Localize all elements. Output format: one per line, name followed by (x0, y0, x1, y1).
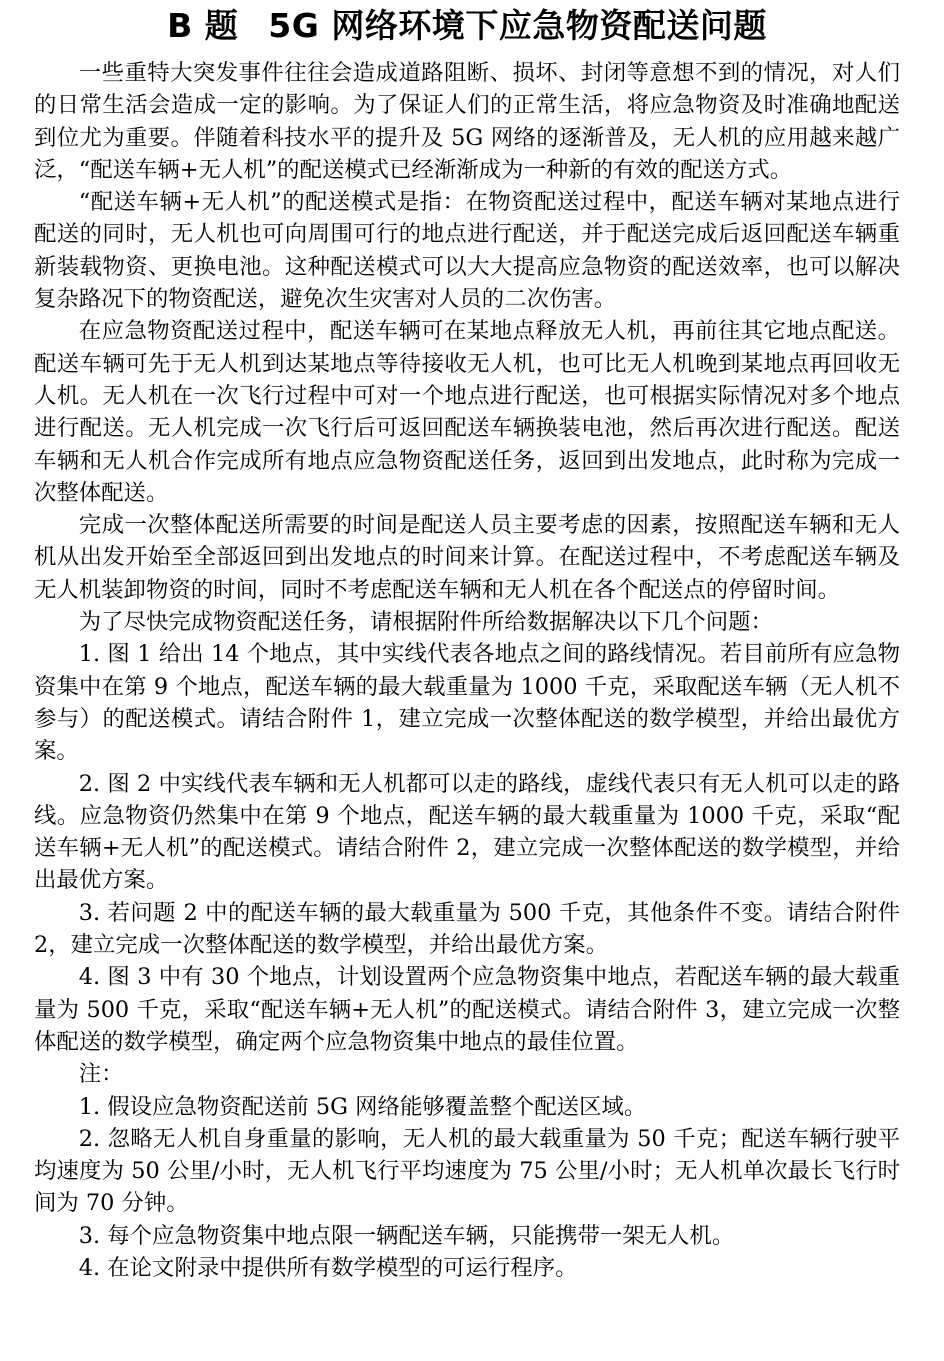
question-2: 2. 图 2 中实线代表车辆和无人机都可以走的路线，虚线代表只有无人机可以走的路线。应急物资仍然集中在第 9 个地点，配送车辆的最大载重量为 1000 千克，采取“配送车辆+无人机”的配送模式。请结合附件 2，建立完成一次整体配送的数学模型，并给出最优方案。 (34, 770, 900, 894)
question-1: 1. 图 1 给出 14 个地点，其中实线代表各地点之间的路线情况。若目前所有应急物资集中在第 9 个地点，配送车辆的最大载重量为 1000 千克，采取配送车辆（无人机不参与）的配送模式。请结合附件 1，建立完成一次整体配送的数学模型，并给出最优方案。 (34, 641, 900, 765)
document-page (34, 0, 900, 1284)
note-3: 3. 每个应急物资集中地点限一辆配送车辆，只能携带一架无人机。 (78, 1222, 735, 1249)
task-intro-paragraph: 为了尽快完成物资配送任务，请根据附件所给数据解决以下几个问题： (78, 609, 773, 636)
page-title (34, 0, 900, 48)
mode-definition-paragraph: “配送车辆+无人机”的配送模式是指：在物资配送过程中，配送车辆对某地点进行配送的同时，无人机也可向周围可行的地点进行配送，并于配送完成后返回配送车辆重新装载物资、更换电池。这种配送模式可以大大提高应急物资的配送效率，也可以解决复杂路况下的物资配送，避免次生灾害对人员的二次伤害。 (34, 189, 900, 313)
delivery-process-paragraph: 在应急物资配送过程中，配送车辆可在某地点释放无人机，再前往其它地点配送。配送车辆可先于无人机到达某地点等待接收无人机，也可比无人机晚到某地点再回收无人机。无人机在一次飞行过程中可对一个地点进行配送，也可根据实际情况对多个地点进行配送。无人机完成一次飞行后可返回配送车辆换装电池，然后再次进行配送。配送车辆和无人机合作完成所有地点应急物资配送任务，返回到出发地点，此时称为完成一次整体配送。 (34, 318, 900, 506)
note-1: 1. 假设应急物资配送前 5G 网络能够覆盖整个配送区域。 (78, 1093, 647, 1120)
problem-body (34, 57, 900, 1284)
problem-title: 5G 网络环境下应急物资配送问题 (268, 6, 767, 45)
time-calculation-paragraph: 完成一次整体配送所需要的时间是配送人员主要考虑的因素，按照配送车辆和无人机从出发开始至全部返回到出发地点的时间来计算。在配送过程中，不考虑配送车辆及无人机装卸物资的时间，同时不考虑配送车辆和无人机在各个配送点的停留时间。 (34, 512, 900, 603)
note-4: 4. 在论文附录中提供所有数学模型的可运行程序。 (78, 1254, 578, 1281)
question-4: 4. 图 3 中有 30 个地点，计划设置两个应急物资集中地点，若配送车辆的最大载重量为 500 千克，采取“配送车辆+无人机”的配送模式。请结合附件 3，建立完成一次整体配送的数学模型，确定两个应急物资集中地点的最佳位置。 (34, 964, 900, 1055)
intro-paragraph: 一些重特大突发事件往往会造成道路阻断、损坏、封闭等意想不到的情况，对人们的日常生活会造成一定的影响。为了保证人们的正常生活，将应急物资及时准确地配送到位尤为重要。伴随着科技水平的提升及 5G 网络的逐渐普及，无人机的应用越来越广泛，“配送车辆+无人机”的配送模式已经渐渐成为一种新的有效的配送方式。 (34, 60, 900, 183)
notes-heading: 注： (78, 1061, 124, 1088)
problem-label: B 题 (167, 6, 239, 45)
note-2: 2. 忽略无人机自身重量的影响，无人机的最大载重量为 50 千克；配送车辆行驶平均速度为 50 公里/小时，无人机飞行平均速度为 75 公里/小时；无人机单次最长飞行时间为 70 分钟。 (34, 1125, 900, 1217)
question-3: 3. 若问题 2 中的配送车辆的最大载重量为 500 千克，其他条件不变。请结合附件 2，建立完成一次整体配送的数学模型，并给出最优方案。 (34, 899, 900, 959)
